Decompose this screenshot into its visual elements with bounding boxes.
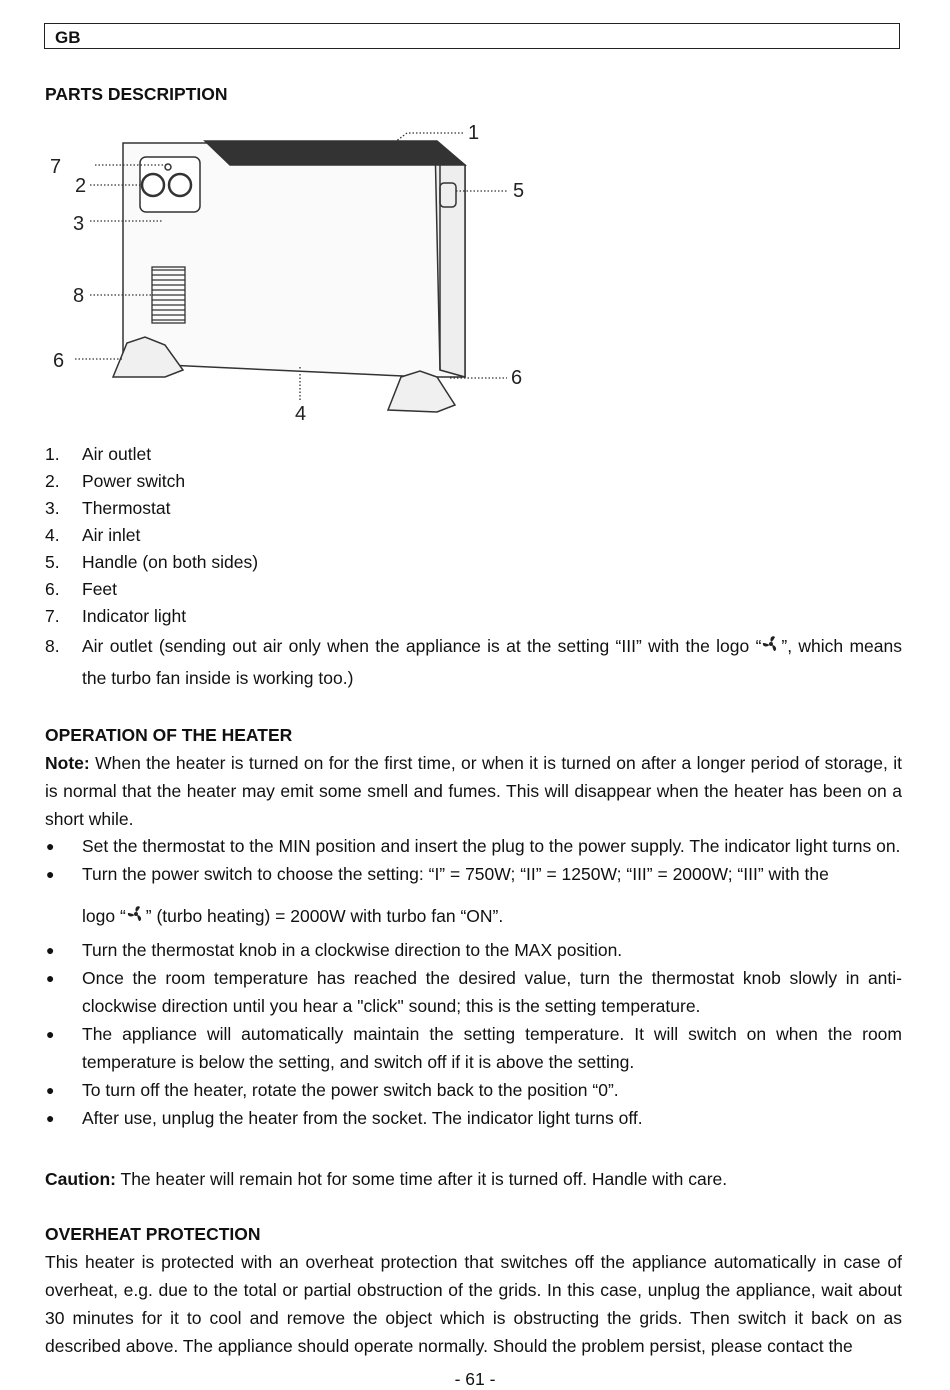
list-item: 2. Power switch	[45, 471, 186, 491]
list-item: 7. Indicator light	[45, 606, 187, 626]
caution-label: Caution:	[45, 1169, 116, 1189]
list-item: 5. Handle (on both sides)	[45, 552, 259, 572]
list-item: ● Turn the power switch to choose the setting: “I” = 750W; “II” = 1250W; “III” = 2000W; “III” with the logo “ ” (turbo heating) = 2000W with turbo fan “ON”.	[46, 864, 829, 926]
operation-note: Note: When the heater is turned on for the first time, or when it is turned on after a longer period of storage, it is normal that the heater may emit some smell and fumes. This will disappear when the heater has been on a short while.	[45, 753, 902, 829]
list-item: 6. Feet	[45, 579, 118, 599]
list-item: 3. Thermostat	[45, 498, 171, 518]
list-item: ● The appliance will automatically maintain the setting temperature. It will switch on when the room temperature is below the setting, and switch off if it is above the setting.	[46, 1024, 902, 1072]
parts-description-title: PARTS DESCRIPTION	[45, 84, 228, 104]
note-label: Note:	[45, 753, 90, 773]
list-item: 1. Air outlet	[45, 444, 152, 464]
language-header	[44, 23, 900, 49]
language-code: GB	[55, 28, 81, 47]
list-item: ● Turn the thermostat knob in a clockwise direction to the MAX position.	[46, 940, 623, 960]
turbo-fan-icon	[126, 904, 146, 924]
parts-list	[45, 441, 902, 694]
operation-title: OPERATION OF THE HEATER	[45, 725, 293, 745]
list-item: ● After use, unplug the heater from the socket. The indicator light turns off.	[46, 1108, 643, 1128]
callout-4: 4	[295, 403, 307, 425]
operation-bullets	[45, 832, 902, 1132]
callout-1: 1	[468, 122, 480, 144]
caution-text: Caution: The heater will remain hot for some time after it is turned off. Handle with care.	[45, 1169, 728, 1189]
overheat-title: OVERHEAT PROTECTION	[45, 1224, 261, 1244]
list-item: 4. Air inlet	[45, 525, 141, 545]
page-number: - 61 -	[454, 1369, 496, 1389]
callout-5: 5	[513, 180, 525, 202]
callout-7: 7	[50, 156, 62, 178]
list-item: ● Set the thermostat to the MIN position and insert the plug to the power supply. The indicator light turns on.	[46, 836, 901, 856]
overheat-text: This heater is protected with an overheat protection that switches off the appliance automatically in case of overheat, e.g. due to the total or partial obstruction of the grids. In this case, unplug the appliance, wait about 30 minutes for it to cool and remove the object which is obstructing the grids. Then switch it back on as described above. The appliance should operate normally. Should the problem persist, please contact the	[45, 1252, 902, 1356]
list-item: ● To turn off the heater, rotate the power switch back to the position “0”.	[46, 1080, 619, 1100]
callout-8: 8	[73, 285, 85, 307]
callout-6-right: 6	[511, 367, 523, 389]
callout-6-left: 6	[53, 350, 65, 372]
callout-3: 3	[73, 213, 85, 235]
turbo-fan-icon	[761, 634, 781, 654]
list-item: 8. Air outlet (sending out air only when the appliance is at the setting “III” with the logo “ ”, which means the turbo fan inside is working too.)	[45, 636, 902, 688]
callout-2: 2	[75, 175, 87, 197]
heater-diagram	[45, 115, 565, 430]
list-item: ● Once the room temperature has reached the desired value, turn the thermostat knob slowly in anti-clockwise direction until you hear a "click" sound; this is the setting temperature.	[46, 968, 902, 1016]
